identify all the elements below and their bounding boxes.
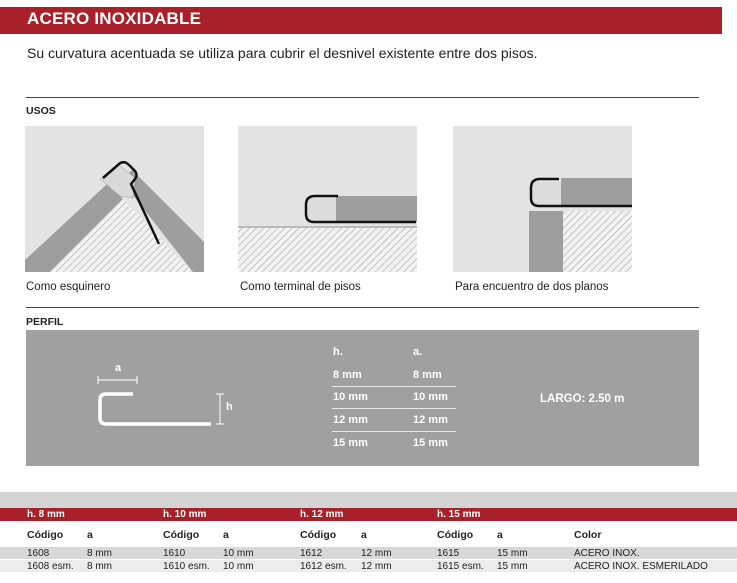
a-cell: 8 mm [87, 561, 112, 572]
corner-profile-illustration [25, 126, 204, 272]
page-title: ACERO INOXIDABLE [27, 9, 202, 28]
size-a: 15 mm [413, 437, 448, 449]
group-header: h. 15 mm [437, 509, 481, 520]
size-h: 10 mm [333, 391, 368, 403]
floor-terminal-illustration [238, 126, 417, 272]
color-cell: ACERO INOX. ESMERILADO [574, 561, 708, 572]
size-a: 8 mm [413, 369, 442, 381]
color-cell: ACERO INOX. [574, 548, 640, 559]
largo-label: LARGO: 2.50 m [540, 393, 625, 405]
a-cell: 10 mm [223, 548, 254, 559]
two-planes-illustration [453, 126, 632, 272]
code-cell: 1608 [27, 548, 50, 559]
size-a: 12 mm [413, 414, 448, 426]
section-label-usos: USOS [26, 105, 56, 117]
code-cell: 1610 esm. [163, 561, 210, 572]
code-cell: 1612 [300, 548, 323, 559]
a-cell: 12 mm [361, 548, 392, 559]
code-cell: 1615 esm. [437, 561, 484, 572]
size-h: 15 mm [333, 437, 368, 449]
code-cell: 1608 esm. [27, 561, 74, 572]
caption-esquinero: Como esquinero [26, 281, 111, 293]
description: Su curvatura acentuada se utiliza para cubrir el desnivel existente entre dos pisos. [27, 45, 538, 61]
code-cell: 1610 [163, 548, 186, 559]
group-header: h. 10 mm [163, 509, 207, 520]
codigo-header: Código [437, 529, 474, 541]
table-header-band [0, 508, 737, 521]
a-cell: 12 mm [361, 561, 392, 572]
divider [26, 307, 699, 308]
dim-a-label: a [115, 362, 122, 374]
a-header: a [361, 529, 367, 541]
size-h: 8 mm [333, 369, 362, 381]
divider [332, 431, 456, 432]
a-cell: 10 mm [223, 561, 254, 572]
a-header: a [223, 529, 229, 541]
code-cell: 1612 esm. [300, 561, 347, 572]
group-header: h. 12 mm [300, 509, 344, 520]
code-cell: 1615 [437, 548, 460, 559]
codigo-header: Código [27, 529, 64, 541]
table-top-band [0, 492, 737, 508]
divider [332, 386, 456, 387]
a-cell: 15 mm [497, 548, 528, 559]
size-a: 10 mm [413, 391, 448, 403]
col-h-header: h. [333, 346, 343, 358]
col-a-header: a. [413, 346, 423, 358]
a-cell: 15 mm [497, 561, 528, 572]
size-h: 12 mm [333, 414, 368, 426]
caption-encuentro: Para encuentro de dos planos [455, 281, 609, 293]
section-label-perfil: PERFIL [26, 316, 64, 328]
divider [26, 97, 699, 98]
a-cell: 8 mm [87, 548, 112, 559]
color-header: Color [574, 529, 602, 541]
caption-terminal: Como terminal de pisos [240, 281, 361, 293]
codigo-header: Código [300, 529, 337, 541]
codigo-header: Código [163, 529, 200, 541]
divider [332, 408, 456, 409]
a-header: a [87, 529, 93, 541]
dim-h-label: h [226, 401, 233, 413]
profile-panel [26, 330, 699, 466]
a-header: a [497, 529, 503, 541]
group-header: h. 8 mm [27, 509, 65, 520]
